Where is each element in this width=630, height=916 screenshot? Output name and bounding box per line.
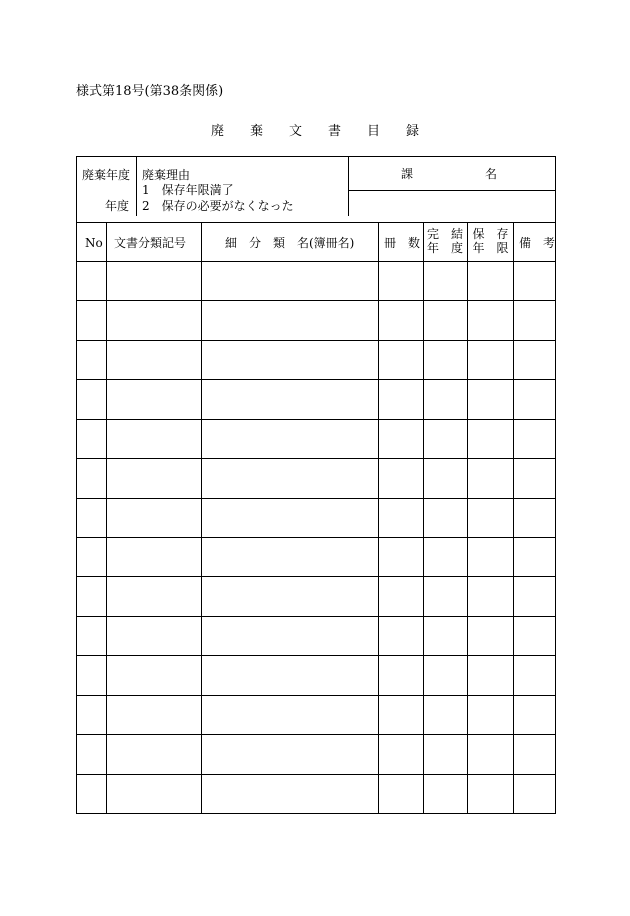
table-cell[interactable] <box>78 301 106 339</box>
table-cell[interactable] <box>468 262 513 300</box>
table-cell[interactable] <box>424 499 467 537</box>
table-cell[interactable] <box>468 577 513 615</box>
reason-2: 2 保存の必要がなくなった <box>142 199 294 213</box>
table-cell[interactable] <box>424 775 467 813</box>
table-row <box>77 695 555 734</box>
table-cell[interactable] <box>514 538 555 576</box>
table-cell[interactable] <box>468 499 513 537</box>
table-cell[interactable] <box>424 341 467 379</box>
table-cell[interactable] <box>514 459 555 497</box>
table-row <box>77 300 555 339</box>
column-remarks: 備 考 <box>519 236 556 250</box>
table-cell[interactable] <box>379 577 423 615</box>
table-cell[interactable] <box>468 380 513 418</box>
table-cell[interactable] <box>202 735 378 773</box>
column-volumes: 冊 数 <box>384 236 421 250</box>
table-cell[interactable] <box>424 459 467 497</box>
table-cell[interactable] <box>379 499 423 537</box>
table-cell[interactable] <box>202 459 378 497</box>
table-cell[interactable] <box>514 577 555 615</box>
completion-line-1: 完 結 <box>426 227 463 241</box>
table-cell[interactable] <box>514 262 555 300</box>
table-cell[interactable] <box>107 577 201 615</box>
table-cell[interactable] <box>424 656 467 694</box>
table-cell[interactable] <box>468 735 513 773</box>
table-cell[interactable] <box>107 617 201 655</box>
table-cell[interactable] <box>424 420 467 458</box>
table-cell[interactable] <box>468 617 513 655</box>
table-cell[interactable] <box>107 775 201 813</box>
table-cell[interactable] <box>78 262 106 300</box>
table-cell[interactable] <box>78 459 106 497</box>
table-cell[interactable] <box>514 617 555 655</box>
table-row <box>77 419 555 458</box>
table-cell[interactable] <box>468 459 513 497</box>
table-cell[interactable] <box>424 262 467 300</box>
table-cell[interactable] <box>514 420 555 458</box>
table-row <box>77 576 555 615</box>
table-row <box>77 498 555 537</box>
table-cell[interactable] <box>379 301 423 339</box>
table-row <box>77 616 555 655</box>
table-cell[interactable] <box>468 538 513 576</box>
table-cell[interactable] <box>202 301 378 339</box>
table-cell[interactable] <box>468 341 513 379</box>
column-doc-code: 文書分類記号 <box>114 236 187 250</box>
table-cell[interactable] <box>379 420 423 458</box>
table-cell[interactable] <box>78 696 106 734</box>
table-row <box>77 734 555 773</box>
column-completion-year <box>423 227 467 255</box>
completion-line-2: 年 度 <box>426 241 463 255</box>
table-cell[interactable] <box>78 380 106 418</box>
page-title: 廃棄文書目録 <box>210 124 445 139</box>
table-cell[interactable] <box>78 538 106 576</box>
table-cell[interactable] <box>107 459 201 497</box>
table-cell[interactable] <box>107 499 201 537</box>
table-cell[interactable] <box>424 301 467 339</box>
year-suffix: 年度 <box>105 199 130 213</box>
disposal-year-label: 廃棄年度 <box>82 168 131 182</box>
table-cell[interactable] <box>78 499 106 537</box>
table-cell[interactable] <box>514 775 555 813</box>
table-cell[interactable] <box>202 380 378 418</box>
table-cell[interactable] <box>424 577 467 615</box>
table-cell[interactable] <box>78 656 106 694</box>
table-cell[interactable] <box>107 735 201 773</box>
header-divider-section <box>348 157 349 216</box>
table-cell[interactable] <box>202 538 378 576</box>
table-cell[interactable] <box>78 420 106 458</box>
table-cell[interactable] <box>78 577 106 615</box>
column-sub-class: 細 分 類 名(簿冊名) <box>225 236 355 250</box>
table-row <box>77 537 555 576</box>
column-retention-period <box>468 227 513 255</box>
table-cell[interactable] <box>78 735 106 773</box>
section-name-divider <box>348 190 556 191</box>
table-cell[interactable] <box>514 380 555 418</box>
table-cell[interactable] <box>379 538 423 576</box>
table-cell[interactable] <box>202 341 378 379</box>
table-cell[interactable] <box>424 617 467 655</box>
table-cell[interactable] <box>468 775 513 813</box>
table-cell[interactable] <box>514 499 555 537</box>
table-cell[interactable] <box>107 341 201 379</box>
table-row <box>77 458 555 497</box>
table-cell[interactable] <box>514 696 555 734</box>
table-cell[interactable] <box>514 301 555 339</box>
section-name-label: 課 名 <box>401 167 498 181</box>
table-cell[interactable] <box>202 775 378 813</box>
table-cell[interactable] <box>107 380 201 418</box>
retention-line-2: 年 限 <box>472 241 509 255</box>
table-row <box>77 340 555 379</box>
table-cell[interactable] <box>379 775 423 813</box>
reason-1: 1 保存年限満了 <box>142 183 234 197</box>
table-cell[interactable] <box>514 735 555 773</box>
table-cell[interactable] <box>468 656 513 694</box>
table-cell[interactable] <box>78 341 106 379</box>
table-cell[interactable] <box>424 735 467 773</box>
table-cell[interactable] <box>424 538 467 576</box>
table-cell[interactable] <box>468 420 513 458</box>
table-cell[interactable] <box>379 617 423 655</box>
form-number: 様式第18号(第38条関係) <box>76 84 224 99</box>
table-cell[interactable] <box>468 301 513 339</box>
table-cell[interactable] <box>107 301 201 339</box>
table-cell[interactable] <box>202 617 378 655</box>
table-cell[interactable] <box>424 380 467 418</box>
table-row <box>77 261 555 300</box>
column-header-top-line <box>77 222 555 223</box>
table-cell[interactable] <box>379 656 423 694</box>
table-cell[interactable] <box>202 420 378 458</box>
table-cell[interactable] <box>379 696 423 734</box>
table-cell[interactable] <box>379 262 423 300</box>
table-cell[interactable] <box>107 656 201 694</box>
table-cell[interactable] <box>107 262 201 300</box>
header-divider-year <box>136 157 137 216</box>
table-cell[interactable] <box>424 696 467 734</box>
table-cell[interactable] <box>107 538 201 576</box>
table-cell[interactable] <box>202 262 378 300</box>
table-cell[interactable] <box>379 380 423 418</box>
table-cell[interactable] <box>107 420 201 458</box>
table-cell[interactable] <box>202 499 378 537</box>
table-cell[interactable] <box>514 656 555 694</box>
table-cell[interactable] <box>107 696 201 734</box>
table-cell[interactable] <box>202 577 378 615</box>
table-row <box>77 379 555 418</box>
table-row <box>77 655 555 694</box>
retention-line-1: 保 存 <box>472 227 509 241</box>
reason-label: 廃棄理由 <box>142 168 191 182</box>
table-cell[interactable] <box>202 656 378 694</box>
table-cell[interactable] <box>379 735 423 773</box>
table-cell[interactable] <box>78 775 106 813</box>
table-cell[interactable] <box>514 341 555 379</box>
column-no: No <box>85 236 103 250</box>
table-cell[interactable] <box>379 459 423 497</box>
table-cell[interactable] <box>78 617 106 655</box>
table-cell[interactable] <box>379 341 423 379</box>
table-cell[interactable] <box>468 696 513 734</box>
table-cell[interactable] <box>202 696 378 734</box>
table-row <box>77 774 555 813</box>
disposal-record-form <box>76 156 556 814</box>
